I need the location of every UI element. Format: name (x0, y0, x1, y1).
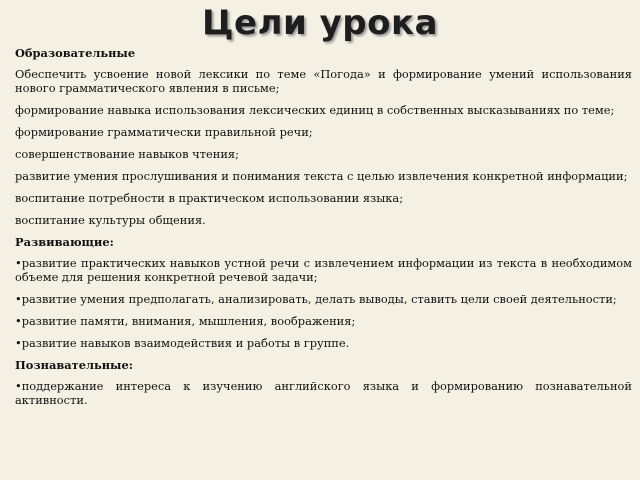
goal-item: Обеспечить усвоение новой лексики по теме «Погода» и формирование умений использования нового грамматического явления в письме; (15, 67, 632, 95)
goal-item: •поддержание интереса к изучению английского языка и формированию познавательной активности. (15, 379, 632, 407)
goal-item: •развитие умения предполагать, анализировать, делать выводы, ставить цели своей деятельности; (15, 292, 617, 306)
section-heading-cognitive: Познавательные: (15, 358, 133, 372)
section-heading-educational: Образовательные (15, 46, 136, 60)
section-heading-developmental: Развивающие: (15, 235, 114, 249)
slide-content (15, 46, 632, 415)
goal-item: развитие умения прослушивания и понимания текста с целью извлечения конкретной информации; (15, 169, 628, 183)
goal-item: •развитие практических навыков устной речи с извлечением информации из текста в необходимом объеме для решения конкретной речевой задачи; (15, 256, 632, 284)
goal-item: •развитие памяти, внимания, мышления, воображения; (15, 314, 356, 328)
goal-item: •развитие навыков взаимодействия и работы в группе. (15, 336, 350, 350)
goal-item: формирование навыка использования лексических единиц в собственных высказываниях по теме; (15, 103, 615, 117)
slide-title: Цели урока (201, 3, 439, 43)
goal-item: совершенствование навыков чтения; (15, 147, 239, 161)
goal-item: воспитание потребности в практическом использовании языка; (15, 191, 404, 205)
goal-item: формирование грамматически правильной речи; (15, 125, 313, 139)
goal-item: воспитание культуры общения. (15, 213, 206, 227)
